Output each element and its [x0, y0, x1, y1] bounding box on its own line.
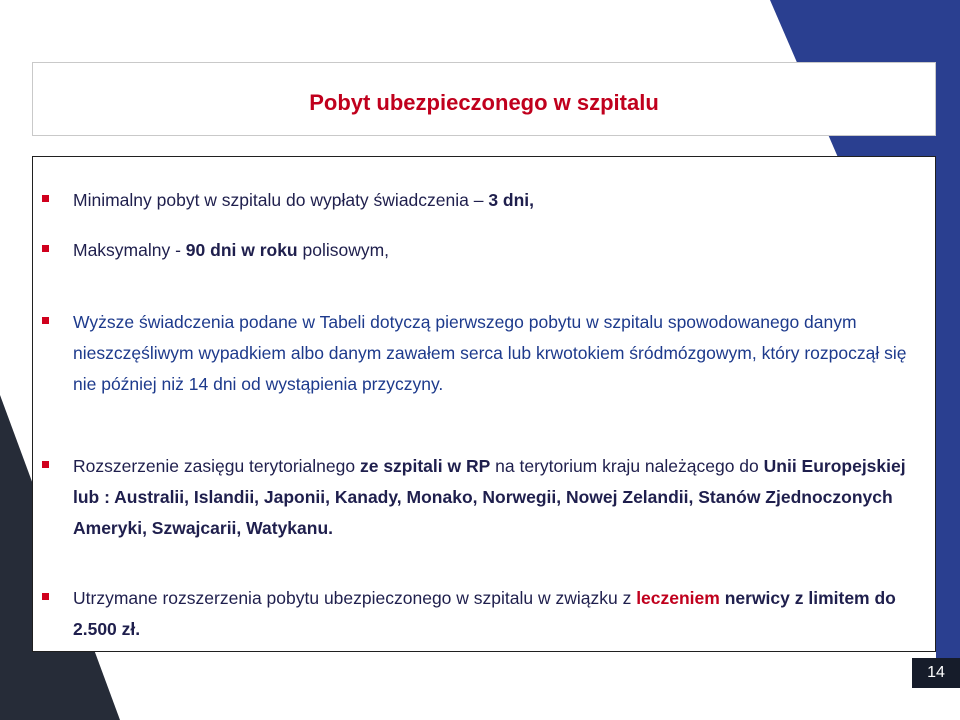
bullet-marker	[42, 195, 49, 202]
bullet-marker	[42, 317, 49, 324]
page-number: 14	[912, 658, 960, 688]
bullet-neurosis-extension: Utrzymane rozszerzenia pobytu ubezpieczonego w szpitalu w związku z leczeniem nerwicy z limitem do 2.500 zł.	[73, 583, 923, 645]
bullet-higher-benefits: Wyższe świadczenia podane w Tabeli dotyczą pierwszego pobytu w szpitalu spowodowanego danym nieszczęśliwym wypadkiem albo danym zawałem serca lub krwotokiem śródmózgowym, który rozpoczął się nie później niż 14 dni od wystąpienia przyczyny.	[73, 307, 923, 400]
content-box	[32, 156, 936, 652]
navy-right-edge	[936, 60, 960, 660]
bullet-marker	[42, 245, 49, 252]
title-box	[32, 62, 936, 136]
bullet-marker	[42, 461, 49, 468]
bullet-min-stay: Minimalny pobyt w szpitalu do wypłaty świadczenia – 3 dni,	[73, 185, 923, 216]
bullet-territorial-scope: Rozszerzenie zasięgu terytorialnego ze szpitali w RP na terytorium kraju należącego do Unii Europejskiej lub : Australii, Islandii, Japonii, Kanady, Monako, Norwegii, Nowej Zelandii, Stanów Zjednoczonych Ameryki, Szwajcarii, Watykanu.	[73, 451, 923, 544]
bullet-marker	[42, 593, 49, 600]
page-title: Pobyt ubezpieczonego w szpitalu	[309, 90, 659, 115]
bullet-max-stay: Maksymalny - 90 dni w roku polisowym,	[73, 235, 923, 266]
